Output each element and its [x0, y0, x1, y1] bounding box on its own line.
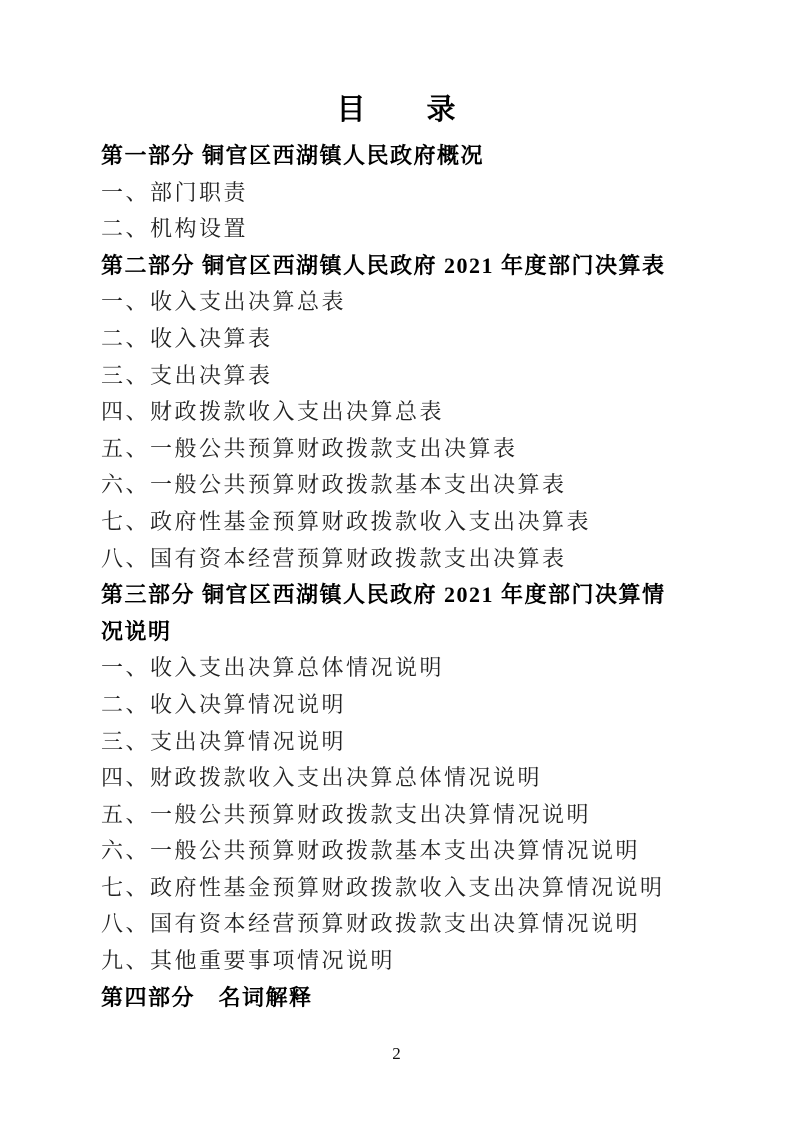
page-title: 目 录: [336, 94, 457, 126]
toc-item: 六、一般公共预算财政拨款基本支出决算表: [101, 472, 567, 498]
table-of-contents: [101, 138, 673, 1016]
toc-item: 四、财政拨款收入支出决算总表: [101, 399, 445, 425]
toc-item: 二、机构设置: [101, 216, 249, 242]
toc-section-heading: 第二部分 铜官区西湖镇人民政府 2021 年度部门决算表: [101, 252, 666, 278]
page-number: 2: [392, 1044, 401, 1063]
toc-section-heading: 第四部分 名词解释: [101, 984, 313, 1010]
toc-item: 五、一般公共预算财政拨款支出决算情况说明: [101, 801, 592, 827]
toc-item: 四、财政拨款收入支出决算总体情况说明: [101, 765, 543, 791]
toc-section-heading: 第一部分 铜官区西湖镇人民政府概况: [101, 143, 485, 168]
toc-item: 六、一般公共预算财政拨款基本支出决算情况说明: [101, 838, 641, 864]
toc-item: 二、收入决算表: [101, 325, 273, 351]
toc-section-heading: 第三部分 铜官区西湖镇人民政府 2021 年度部门决算情况说明: [101, 582, 666, 644]
toc-item: 七、政府性基金预算财政拨款收入支出决算表: [101, 508, 592, 534]
toc-item: 一、收入支出决算总体情况说明: [101, 655, 445, 681]
toc-item: 一、部门职责: [101, 179, 249, 205]
toc-item: 七、政府性基金预算财政拨款收入支出决算情况说明: [101, 874, 665, 900]
toc-item: 九、其他重要事项情况说明: [101, 948, 396, 974]
toc-item: 八、国有资本经营预算财政拨款支出决算表: [101, 545, 567, 571]
toc-item: 五、一般公共预算财政拨款支出决算表: [101, 435, 518, 461]
toc-item: 二、收入决算情况说明: [101, 691, 347, 717]
toc-item: 三、支出决算表: [101, 362, 273, 388]
toc-item: 三、支出决算情况说明: [101, 728, 347, 754]
toc-item: 八、国有资本经营预算财政拨款支出决算情况说明: [101, 911, 641, 937]
toc-item: 一、收入支出决算总表: [101, 289, 347, 315]
